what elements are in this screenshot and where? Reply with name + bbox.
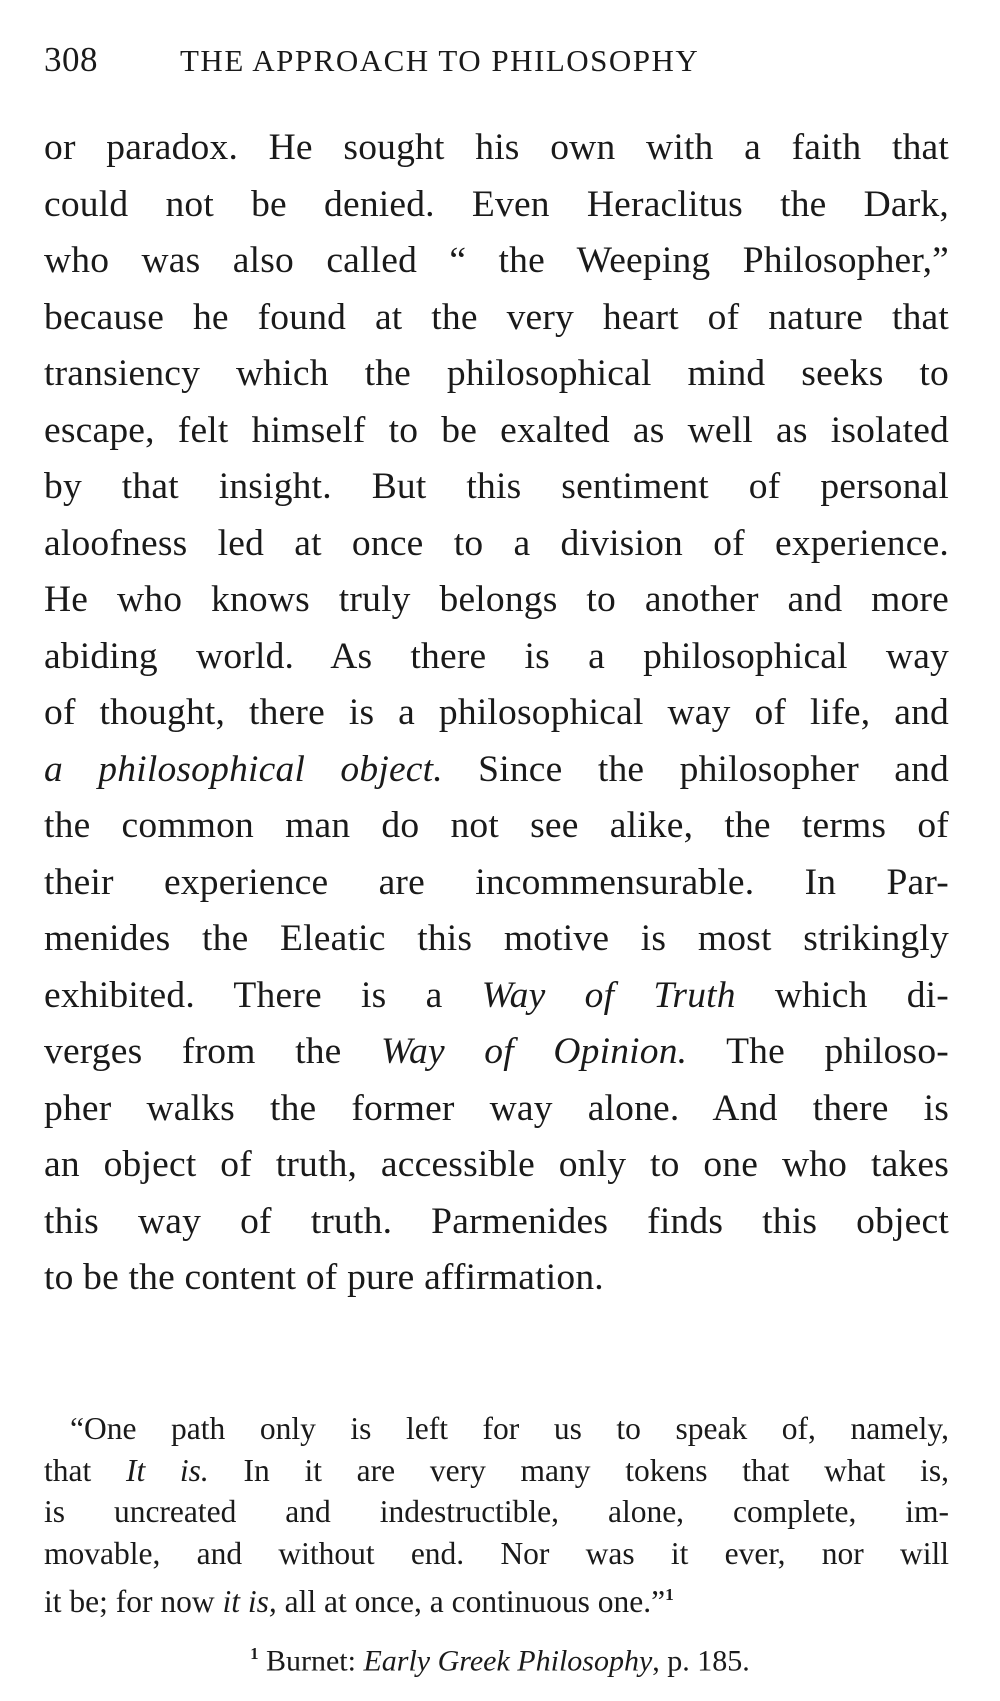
- page-header: [44, 40, 940, 90]
- text-line: pher walks the former way alone. And there is: [44, 1087, 949, 1129]
- text-line: aloofness led at once to a division of experience.: [44, 522, 949, 564]
- footnote-title: Early Greek Philosophy: [363, 1644, 653, 1678]
- text-line: because he found at the very heart of nature that: [44, 296, 949, 338]
- quote-line: “One path only is left for us to speak of, namely,: [70, 1411, 949, 1446]
- footnote-page: , p. 185.: [652, 1644, 750, 1678]
- quote-line: is uncreated and indestructible, alone, complete, im-: [44, 1494, 949, 1529]
- page-number: 308: [44, 40, 98, 79]
- footnote: [0, 1634, 1000, 1682]
- italic-phrase: it is,: [222, 1584, 277, 1620]
- quote-line: movable, and without end. Nor was it ever, nor will: [44, 1535, 949, 1571]
- running-head: THE APPROACH TO PHILOSOPHY: [180, 43, 700, 78]
- text-line: who was also called “ the Weeping Philosopher,”: [44, 240, 949, 281]
- text-line: or paradox. He sought his own with a faith that: [44, 127, 949, 168]
- italic-phrase: Way of Truth: [481, 974, 736, 1016]
- text-line: this way of truth. Parmenides finds this object: [44, 1200, 949, 1242]
- main-paragraph: [44, 120, 949, 1307]
- text-line: the common man do not see alike, the terms of: [44, 805, 949, 846]
- footnote-marker: 1: [250, 1644, 259, 1663]
- quote-line: it be; for now it is, all at once, a continuous one.”$^1$: [44, 1584, 674, 1620]
- quote-line: that It is. In it are very many tokens that what is,: [44, 1452, 949, 1488]
- text-line: by that insight. But this sentiment of personal: [44, 466, 949, 507]
- italic-phrase: a philosophical object.: [44, 748, 443, 790]
- text-line: an object of truth, accessible only to one who takes: [44, 1144, 949, 1185]
- footnote-author: Burnet:: [258, 1644, 364, 1678]
- text-line: abiding world. As there is a philosophical way: [44, 635, 949, 677]
- italic-phrase: Way of Opinion.: [381, 1031, 688, 1072]
- footnote-reference: 1: [665, 1585, 674, 1604]
- text-line: to be the content of pure affirmation.: [44, 1257, 604, 1298]
- text-line: escape, felt himself to be exalted as well as isolated: [44, 409, 949, 451]
- block-quote: [44, 1408, 949, 1620]
- text-line: He who knows truly belongs to another and more: [44, 579, 949, 620]
- text-line: menides the Eleatic this motive is most strikingly: [44, 918, 949, 959]
- text-line: a philosophical object. Since the philosopher and: [44, 748, 949, 790]
- text-line: verges from the Way of Opinion. The philoso-: [44, 1031, 949, 1072]
- text-line: of thought, there is a philosophical way of life, and: [44, 692, 949, 733]
- italic-phrase: It is.: [125, 1452, 209, 1488]
- text-line: transiency which the philosophical mind seeks to: [44, 353, 949, 394]
- text-line: exhibited. There is a Way of Truth which di-: [44, 974, 949, 1016]
- text-line: could not be denied. Even Heraclitus the Dark,: [44, 183, 949, 225]
- text-line: their experience are incommensurable. In Par-: [44, 861, 949, 903]
